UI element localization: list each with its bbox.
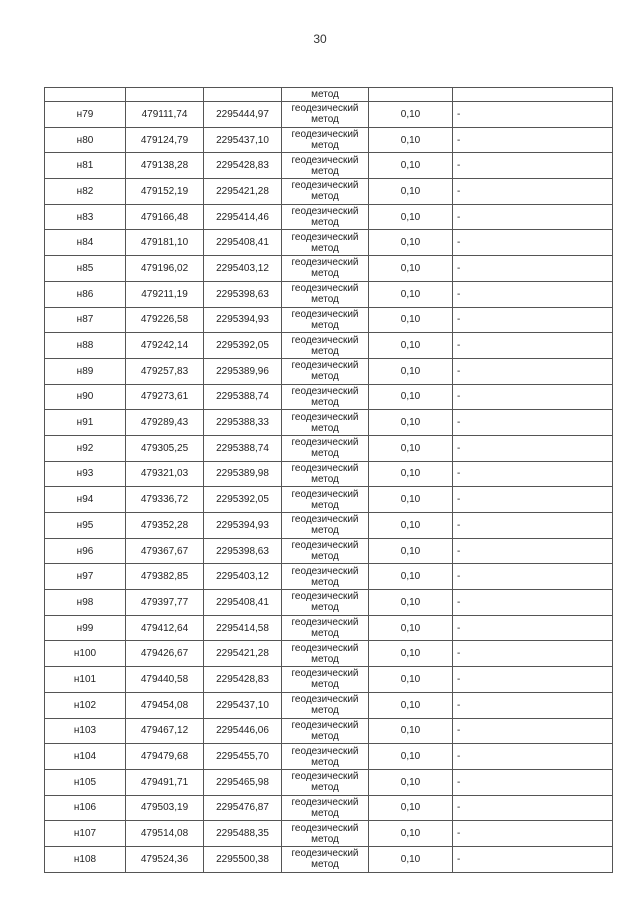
cell-x: 479257,83 (126, 358, 204, 384)
cell-x: 479242,14 (126, 333, 204, 359)
cell-method: геодезический метод (282, 667, 369, 693)
cell-method: геодезический метод (282, 410, 369, 436)
cell-note: - (453, 821, 613, 847)
cell-point: н84 (45, 230, 126, 256)
table-row (45, 384, 613, 410)
cell-x: 479124,79 (126, 127, 204, 153)
cell-method: геодезический метод (282, 153, 369, 179)
cell-accuracy (369, 88, 453, 102)
cell-point (45, 88, 126, 102)
cell-y: 2295398,63 (204, 538, 282, 564)
cell-method: геодезический метод (282, 204, 369, 230)
cell-x: 479382,85 (126, 564, 204, 590)
cell-note: - (453, 461, 613, 487)
cell-method: геодезический метод (282, 461, 369, 487)
cell-note: - (453, 769, 613, 795)
cell-x: 479454,08 (126, 692, 204, 718)
cell-note: - (453, 513, 613, 539)
table-row (45, 435, 613, 461)
table-row-continued (45, 88, 613, 102)
cell-accuracy: 0,10 (369, 821, 453, 847)
cell-x: 479138,28 (126, 153, 204, 179)
table-row (45, 744, 613, 770)
cell-method: геодезический метод (282, 281, 369, 307)
table-row (45, 410, 613, 436)
cell-accuracy: 0,10 (369, 590, 453, 616)
cell-point: н86 (45, 281, 126, 307)
cell-note: - (453, 230, 613, 256)
cell-accuracy: 0,10 (369, 384, 453, 410)
cell-note: - (453, 410, 613, 436)
cell-point: н101 (45, 667, 126, 693)
cell-point: н87 (45, 307, 126, 333)
cell-point: н92 (45, 435, 126, 461)
table-row (45, 641, 613, 667)
cell-y: 2295388,74 (204, 384, 282, 410)
page-number: 30 (313, 32, 327, 46)
cell-method: геодезический метод (282, 769, 369, 795)
cell-point: н95 (45, 513, 126, 539)
table-row (45, 846, 613, 872)
cell-note: - (453, 307, 613, 333)
cell-method: геодезический метод (282, 358, 369, 384)
cell-point: н104 (45, 744, 126, 770)
table-row (45, 590, 613, 616)
cell-accuracy: 0,10 (369, 256, 453, 282)
cell-method: геодезический метод (282, 846, 369, 872)
cell-accuracy: 0,10 (369, 230, 453, 256)
cell-method: геодезический метод (282, 127, 369, 153)
cell-point: н88 (45, 333, 126, 359)
cell-note: - (453, 127, 613, 153)
cell-accuracy: 0,10 (369, 667, 453, 693)
table-row (45, 461, 613, 487)
cell-point: н105 (45, 769, 126, 795)
cell-y: 2295388,74 (204, 435, 282, 461)
cell-accuracy: 0,10 (369, 641, 453, 667)
table-row (45, 564, 613, 590)
cell-x: 479367,67 (126, 538, 204, 564)
cell-y: 2295446,06 (204, 718, 282, 744)
table-row (45, 769, 613, 795)
cell-method: геодезический метод (282, 333, 369, 359)
cell-accuracy: 0,10 (369, 513, 453, 539)
cell-point: н100 (45, 641, 126, 667)
table-row (45, 667, 613, 693)
cell-point: н97 (45, 564, 126, 590)
table-row (45, 333, 613, 359)
cell-accuracy: 0,10 (369, 153, 453, 179)
cell-note: - (453, 281, 613, 307)
cell-x: 479336,72 (126, 487, 204, 513)
cell-x: 479352,28 (126, 513, 204, 539)
cell-method: геодезический метод (282, 718, 369, 744)
cell-x: 479211,19 (126, 281, 204, 307)
cell-point: н102 (45, 692, 126, 718)
cell-x (126, 88, 204, 102)
cell-x: 479412,64 (126, 615, 204, 641)
table-row (45, 204, 613, 230)
cell-y: 2295500,38 (204, 846, 282, 872)
cell-accuracy: 0,10 (369, 179, 453, 205)
table-row (45, 692, 613, 718)
cell-accuracy: 0,10 (369, 538, 453, 564)
table-row (45, 127, 613, 153)
cell-note: - (453, 692, 613, 718)
cell-point: н103 (45, 718, 126, 744)
cell-point: н93 (45, 461, 126, 487)
cell-accuracy: 0,10 (369, 564, 453, 590)
table-row (45, 102, 613, 128)
cell-x: 479152,19 (126, 179, 204, 205)
cell-method: геодезический метод (282, 821, 369, 847)
cell-x: 479503,19 (126, 795, 204, 821)
cell-y: 2295389,96 (204, 358, 282, 384)
cell-y: 2295428,83 (204, 667, 282, 693)
cell-y: 2295408,41 (204, 590, 282, 616)
cell-point: н90 (45, 384, 126, 410)
cell-method: геодезический метод (282, 538, 369, 564)
cell-note: - (453, 744, 613, 770)
table-row (45, 513, 613, 539)
cell-x: 479491,71 (126, 769, 204, 795)
cell-method: геодезический метод (282, 590, 369, 616)
cell-y: 2295392,05 (204, 333, 282, 359)
table-row (45, 256, 613, 282)
cell-note: - (453, 204, 613, 230)
cell-note: - (453, 667, 613, 693)
cell-accuracy: 0,10 (369, 615, 453, 641)
cell-accuracy: 0,10 (369, 127, 453, 153)
cell-point: н89 (45, 358, 126, 384)
cell-x: 479289,43 (126, 410, 204, 436)
coordinates-table (44, 87, 613, 873)
cell-point: н94 (45, 487, 126, 513)
cell-y: 2295403,12 (204, 256, 282, 282)
cell-accuracy: 0,10 (369, 487, 453, 513)
cell-method: геодезический метод (282, 487, 369, 513)
cell-note: - (453, 153, 613, 179)
cell-x: 479166,48 (126, 204, 204, 230)
table-row (45, 153, 613, 179)
cell-point: н99 (45, 615, 126, 641)
cell-accuracy: 0,10 (369, 718, 453, 744)
cell-method: геодезический метод (282, 384, 369, 410)
cell-note: - (453, 435, 613, 461)
cell-note: - (453, 333, 613, 359)
cell-y: 2295388,33 (204, 410, 282, 436)
cell-accuracy: 0,10 (369, 744, 453, 770)
cell-y: 2295421,28 (204, 179, 282, 205)
cell-point: н106 (45, 795, 126, 821)
cell-method: геодезический метод (282, 102, 369, 128)
cell-point: н79 (45, 102, 126, 128)
cell-method: геодезический метод (282, 692, 369, 718)
cell-accuracy: 0,10 (369, 358, 453, 384)
cell-x: 479440,58 (126, 667, 204, 693)
cell-y: 2295476,87 (204, 795, 282, 821)
cell-accuracy: 0,10 (369, 410, 453, 436)
cell-accuracy: 0,10 (369, 307, 453, 333)
cell-accuracy: 0,10 (369, 769, 453, 795)
cell-point: н96 (45, 538, 126, 564)
cell-point: н107 (45, 821, 126, 847)
cell-x: 479196,02 (126, 256, 204, 282)
cell-y: 2295408,41 (204, 230, 282, 256)
cell-x: 479467,12 (126, 718, 204, 744)
cell-note: - (453, 641, 613, 667)
cell-y: 2295398,63 (204, 281, 282, 307)
table-row (45, 230, 613, 256)
cell-x: 479181,10 (126, 230, 204, 256)
cell-note: - (453, 256, 613, 282)
cell-y: 2295394,93 (204, 307, 282, 333)
cell-accuracy: 0,10 (369, 435, 453, 461)
table-row (45, 718, 613, 744)
cell-y: 2295414,46 (204, 204, 282, 230)
table-body (45, 88, 613, 873)
cell-note: - (453, 590, 613, 616)
cell-y: 2295437,10 (204, 127, 282, 153)
table-row (45, 281, 613, 307)
cell-y: 2295444,97 (204, 102, 282, 128)
cell-method: геодезический метод (282, 744, 369, 770)
cell-note: - (453, 179, 613, 205)
cell-accuracy: 0,10 (369, 102, 453, 128)
table-row (45, 821, 613, 847)
cell-accuracy: 0,10 (369, 692, 453, 718)
cell-y: 2295455,70 (204, 744, 282, 770)
cell-point: н98 (45, 590, 126, 616)
cell-y: 2295389,98 (204, 461, 282, 487)
cell-note: - (453, 538, 613, 564)
cell-method: геодезический метод (282, 513, 369, 539)
cell-method: геодезический метод (282, 564, 369, 590)
cell-note (453, 88, 613, 102)
cell-point: н81 (45, 153, 126, 179)
cell-accuracy: 0,10 (369, 795, 453, 821)
cell-accuracy: 0,10 (369, 846, 453, 872)
cell-y: 2295428,83 (204, 153, 282, 179)
cell-note: - (453, 487, 613, 513)
cell-note: - (453, 358, 613, 384)
cell-note: - (453, 384, 613, 410)
cell-method: геодезический метод (282, 307, 369, 333)
cell-x: 479111,74 (126, 102, 204, 128)
cell-point: н108 (45, 846, 126, 872)
cell-note: - (453, 564, 613, 590)
cell-method: геодезический метод (282, 615, 369, 641)
table-row (45, 538, 613, 564)
table-row (45, 179, 613, 205)
cell-accuracy: 0,10 (369, 281, 453, 307)
cell-y (204, 88, 282, 102)
cell-method: геодезический метод (282, 179, 369, 205)
cell-x: 479305,25 (126, 435, 204, 461)
table-row (45, 795, 613, 821)
cell-y: 2295488,35 (204, 821, 282, 847)
cell-method: геодезический метод (282, 256, 369, 282)
cell-point: н91 (45, 410, 126, 436)
cell-x: 479514,08 (126, 821, 204, 847)
cell-accuracy: 0,10 (369, 333, 453, 359)
cell-x: 479479,68 (126, 744, 204, 770)
table-row (45, 615, 613, 641)
cell-x: 479226,58 (126, 307, 204, 333)
cell-x: 479524,36 (126, 846, 204, 872)
cell-method: метод (282, 88, 369, 102)
cell-x: 479321,03 (126, 461, 204, 487)
cell-y: 2295403,12 (204, 564, 282, 590)
cell-accuracy: 0,10 (369, 204, 453, 230)
cell-point: н85 (45, 256, 126, 282)
cell-note: - (453, 615, 613, 641)
cell-method: геодезический метод (282, 641, 369, 667)
cell-method: геодезический метод (282, 230, 369, 256)
cell-point: н80 (45, 127, 126, 153)
cell-y: 2295465,98 (204, 769, 282, 795)
cell-y: 2295421,28 (204, 641, 282, 667)
cell-y: 2295392,05 (204, 487, 282, 513)
cell-note: - (453, 795, 613, 821)
table-row (45, 307, 613, 333)
cell-note: - (453, 102, 613, 128)
cell-x: 479426,67 (126, 641, 204, 667)
cell-point: н83 (45, 204, 126, 230)
cell-method: геодезический метод (282, 435, 369, 461)
cell-y: 2295437,10 (204, 692, 282, 718)
cell-point: н82 (45, 179, 126, 205)
cell-note: - (453, 718, 613, 744)
cell-y: 2295394,93 (204, 513, 282, 539)
cell-accuracy: 0,10 (369, 461, 453, 487)
table-row (45, 358, 613, 384)
cell-method: геодезический метод (282, 795, 369, 821)
cell-y: 2295414,58 (204, 615, 282, 641)
cell-note: - (453, 846, 613, 872)
cell-x: 479397,77 (126, 590, 204, 616)
table-row (45, 487, 613, 513)
cell-x: 479273,61 (126, 384, 204, 410)
